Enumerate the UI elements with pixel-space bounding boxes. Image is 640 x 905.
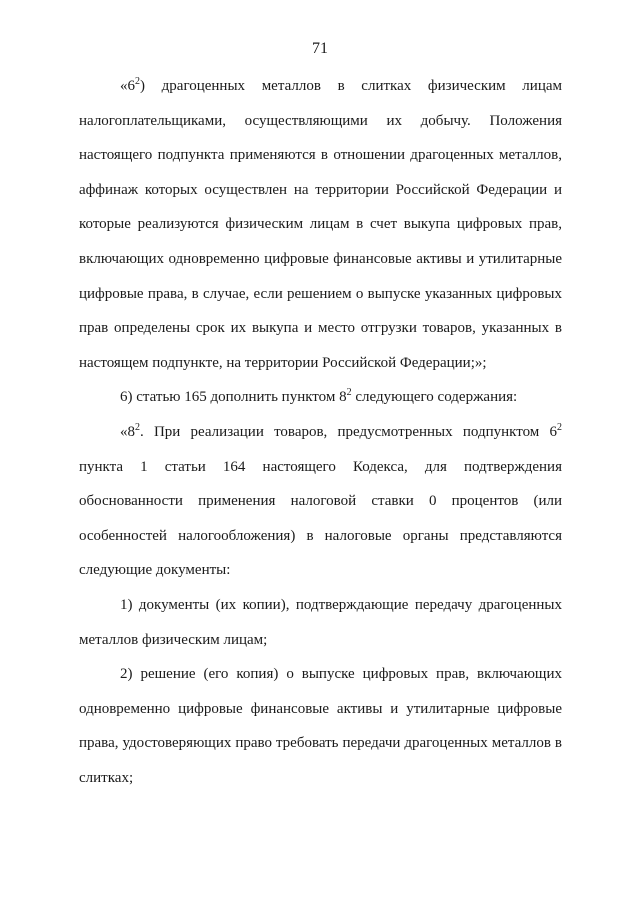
superscript-2: 2 — [135, 76, 140, 87]
paragraph-subitem-6-2-lead: «6 — [120, 78, 135, 94]
document-body — [79, 69, 562, 795]
paragraph-item-8-2-lead: «8 — [120, 423, 135, 440]
paragraph-subitem-6-2 — [79, 69, 562, 380]
paragraph-item-8-2-text-a: . При реализации товаров, предусмотренных подпунктом 6 — [140, 423, 557, 440]
page-number: 71 — [312, 40, 328, 57]
paragraph-item-8-2 — [79, 415, 562, 588]
paragraph-article-165-amendment — [79, 380, 562, 415]
paragraph-article-165-text: следующего содержания: — [351, 389, 518, 406]
paragraph-subitem-6-2-text: ) драгоценных металлов в слитках физическим лицам налогоплательщиками, осуществляющими их добычу. Положения настоящего подпункта применяются в отношении драгоценных металлов, аффинаж которых осуществлен на территории Российской Федерации и которые реализуются физическим лицам в счет выкупа цифровых прав, включающих одновременно цифровые финансовые активы и утилитарные цифровые права, в случае, если решением о выпуске указанных цифровых прав определены срок их выкупа и место отгрузки товаров, указанных в настоящем подпункте, на территории Российской Федерации;»; — [79, 78, 562, 371]
superscript-2: 2 — [346, 387, 352, 399]
paragraph-article-165-lead: 6) статью 165 дополнить пунктом 8 — [120, 389, 347, 406]
superscript-2: 2 — [135, 421, 140, 433]
paragraph-item-8-2-text-b: пункта 1 статьи 164 настоящего Кодекса, для подтверждения обоснованности применения налоговой ставки 0 процентов (или особенностей налогообложения) в налоговые органы представляются следующие документы: — [79, 458, 562, 579]
superscript-2: 2 — [557, 421, 562, 433]
paragraph-list-item-1: 1) документы (их копии), подтверждающие передачу драгоценных металлов физическим лицам; — [79, 596, 562, 648]
paragraph-list-item-2: 2) решение (его копия) о выпуске цифровых прав, включающих одновременно цифровые финансовые активы и утилитарные цифровые права, удостоверяющих право требовать передачи драгоценных металлов в слитках; — [79, 666, 562, 786]
